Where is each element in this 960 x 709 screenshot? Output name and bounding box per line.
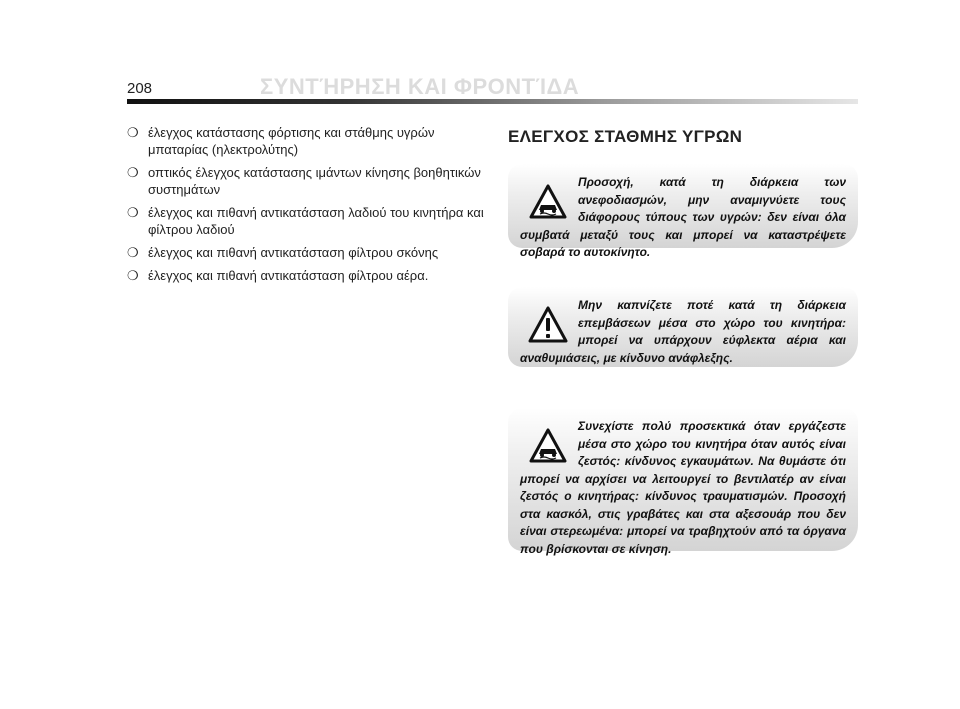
list-item bbox=[127, 204, 497, 238]
car-hazard-icon bbox=[526, 180, 570, 224]
list-item bbox=[127, 244, 497, 261]
car-hazard-icon bbox=[526, 424, 570, 468]
page-header-title: ΣΥΝΤΉΡΗΣΗ ΚΑΙ ΦΡΟΝΤΊΔΑ bbox=[260, 74, 580, 99]
warning-text: Συνεχίστε πολύ προσεκτικά όταν εργάζεστε μέσα στο χώρο του κινητήρα όταν αυτός είναι ζεστός: κίνδυνος εγκαυμάτων. Να θυμάστε ότι μπορεί να αρχίσει να λειτουργεί το βεντιλατέρ αν είναι ζεστός ο κινητήρας: κίνδυνος τραυματισμών. Προσοχή στα κασκόλ, στις γραβάτες και στα αξεσουάρ που δεν είναι στερεωμένα: μπορεί να τραβηχτούν από τα όργανα που βρίσκονται σε κίνηση. bbox=[520, 419, 846, 556]
bullet-icon: ❍ bbox=[127, 268, 139, 283]
warning-box-hot-engine bbox=[508, 408, 858, 556]
section-heading: ΕΛΕΓΧΟΣ ΣΤΑΘΜΗΣ ΥΓΡΩΝ bbox=[508, 127, 743, 146]
page-number: 208 bbox=[127, 80, 153, 97]
bullet-icon: ❍ bbox=[127, 205, 139, 220]
warning-box-smoking bbox=[508, 287, 858, 367]
header-rule bbox=[127, 99, 858, 104]
list-item bbox=[127, 164, 497, 198]
list-item-text: έλεγχος και πιθανή αντικατάσταση φίλτρου αέρα. bbox=[148, 268, 429, 283]
bullet-icon: ❍ bbox=[127, 125, 139, 140]
bullet-icon: ❍ bbox=[127, 165, 139, 180]
bullet-icon: ❍ bbox=[127, 245, 139, 260]
list-item-text: οπτικός έλεγχος κατάστασης ιμάντων κίνησης βοηθητικών συστημάτων bbox=[148, 165, 481, 197]
warning-text: Προσοχή, κατά τη διάρκεια των ανεφοδιασμών, μην αναμιγνύετε τους διάφορους τύπους των υγρών: δεν είναι όλα συμβατά μεταξύ τους και μπορεί να καταστρέψετε σοβαρά το αυτοκίνητο. bbox=[520, 175, 846, 259]
list-item bbox=[127, 124, 497, 158]
exclamation-warning-icon bbox=[526, 303, 570, 347]
warning-text: Μην καπνίζετε ποτέ κατά τη διάρκεια επεμβάσεων μέσα στο χώρο του κινητήρα: μπορεί να υπάρχουν εύφλεκτα αέρια και αναθυμιάσεις, με κίνδυνο ανάφλεξης. bbox=[520, 298, 846, 365]
list-item-text: έλεγχος και πιθανή αντικατάσταση λαδιού του κινητήρα και φίλτρου λαδιού bbox=[148, 205, 484, 237]
maintenance-checklist bbox=[127, 124, 497, 290]
warning-box-fluids bbox=[508, 164, 858, 259]
list-item-text: έλεγχος και πιθανή αντικατάσταση φίλτρου σκόνης bbox=[148, 245, 439, 260]
list-item-text: έλεγχος κατάστασης φόρτισης και στάθμης υγρών μπαταρίας (ηλεκτρολύτης) bbox=[148, 125, 435, 157]
list-item bbox=[127, 267, 497, 284]
